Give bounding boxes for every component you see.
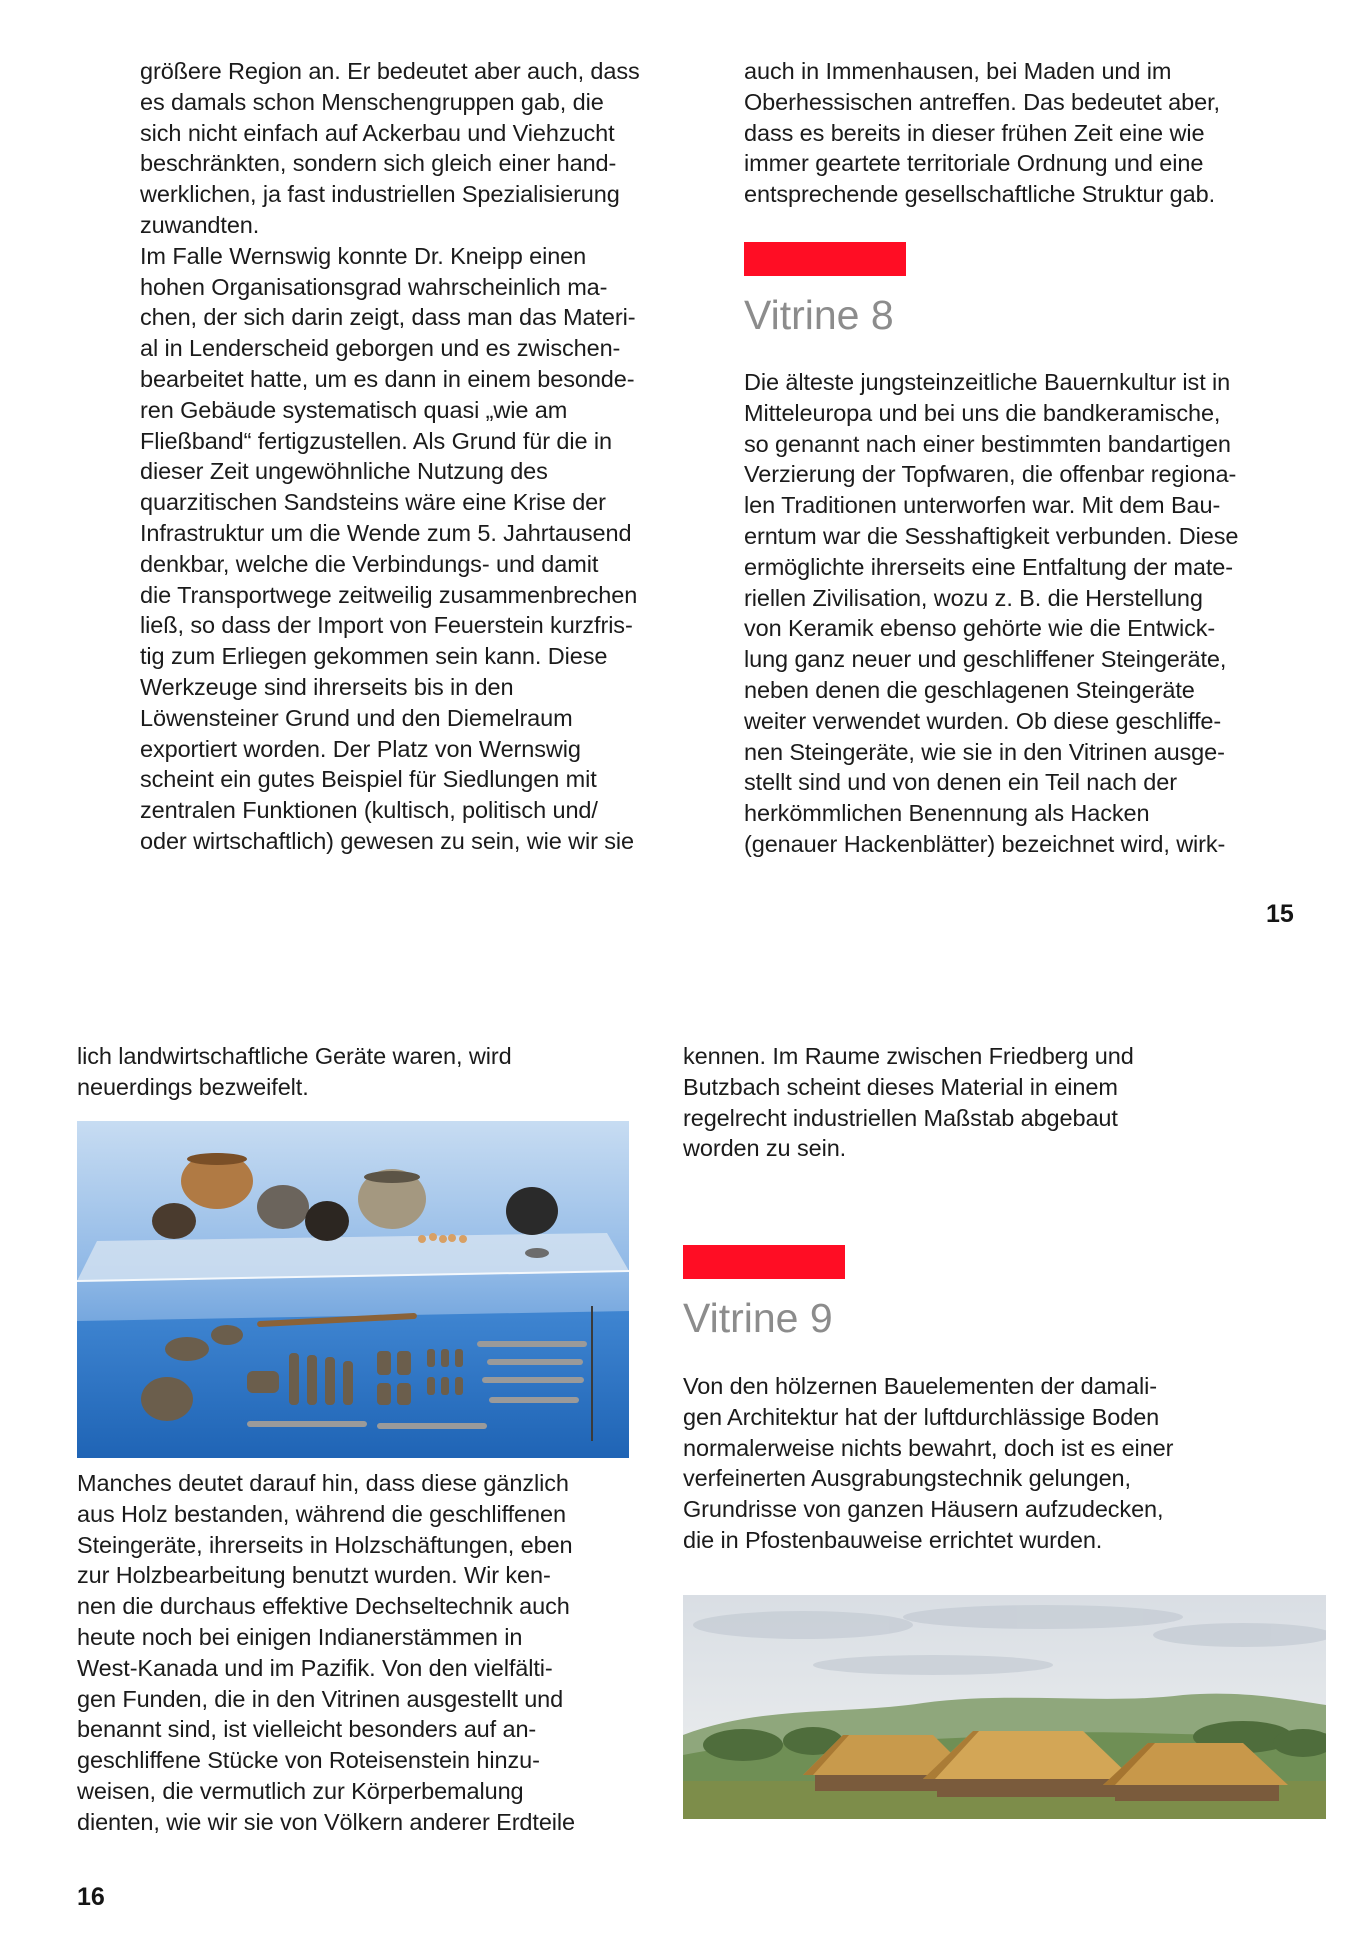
text-line: worden zu sein.	[683, 1135, 847, 1162]
text-line: Grundrisse von ganzen Häusern aufzudecken,	[683, 1496, 1164, 1523]
text-line: Manches deutet darauf hin, dass diese gänzlich	[77, 1470, 569, 1496]
text-line: len Traditionen unterworfen war. Mit dem Bau-	[744, 492, 1221, 519]
section-heading-vitrine-8: Vitrine 8	[744, 292, 894, 338]
text-line: weisen, die vermutlich zur Körperbemalung	[77, 1777, 524, 1804]
text-line: Infrastruktur um die Wende zum 5. Jahrtausend	[140, 519, 632, 546]
text-line: dieser Zeit ungewöhnliche Nutzung des	[140, 458, 548, 485]
text-line: riellen Zivilisation, wozu z. B. die Herstellung	[744, 584, 1203, 611]
text-line: (genauer Hackenblätter) bezeichnet wird, wirk-	[744, 830, 1226, 857]
text-line: Löwensteiner Grund und den Diemelraum	[140, 704, 573, 731]
text-column-right-intro	[683, 1041, 1243, 1164]
page-number: 15	[1266, 900, 1294, 928]
page-number: 16	[77, 1883, 105, 1911]
text-line: bearbeitet hatte, um es dann in einem besonde-	[140, 365, 635, 392]
text-line: Fließband“ fertigzustellen. Als Grund für die in	[140, 427, 612, 454]
text-line: verfeinerten Ausgrabungstechnik gelungen,	[683, 1465, 1131, 1492]
text-line: Werkzeuge sind ihrerseits bis in den	[140, 673, 514, 700]
section-marker-bar	[683, 1245, 845, 1279]
text-line: tig zum Erliegen gekommen sein kann. Diese	[140, 643, 608, 670]
text-line: sich nicht einfach auf Ackerbau und Viehzucht	[140, 119, 615, 146]
text-column-right-body	[744, 367, 1304, 860]
text-line: Verzierung der Topfwaren, die offenbar regiona-	[744, 461, 1237, 488]
text-line: aus Holz bestanden, während die geschliffenen	[77, 1500, 566, 1527]
text-line: größere Region an. Er bedeutet aber auch, dass	[140, 58, 640, 84]
section-heading-vitrine-9: Vitrine 9	[683, 1295, 833, 1341]
text-line: auch in Immenhausen, bei Maden und im	[744, 58, 1172, 84]
text-line: Steingeräte, ihrerseits in Holzschäftungen, eben	[77, 1531, 573, 1558]
text-line: weiter verwendet wurden. Ob diese geschliffe-	[744, 707, 1222, 734]
text-line: beschränkten, sondern sich gleich einer hand-	[140, 150, 617, 177]
text-line: Butzbach scheint dieses Material in einem	[683, 1073, 1118, 1100]
text-line: ren Gebäude systematisch quasi „wie am	[140, 396, 568, 423]
village-painting	[683, 1595, 1326, 1819]
text-line: neuerdings bezweifelt.	[77, 1073, 309, 1100]
text-line: al in Lenderscheid geborgen und es zwischen-	[140, 335, 621, 362]
text-line: regelrecht industriellen Maßstab abgebaut	[683, 1104, 1118, 1131]
text-line: zentralen Funktionen (kultisch, politisch und/	[140, 797, 598, 824]
text-line: hohen Organisationsgrad wahrscheinlich ma-	[140, 273, 608, 300]
text-line: exportiert worden. Der Platz von Wernswig	[140, 735, 581, 762]
text-line: kennen. Im Raume zwischen Friedberg und	[683, 1043, 1134, 1069]
text-line: es damals schon Menschengruppen gab, die	[140, 88, 604, 115]
text-line: stellt sind und von denen ein Teil nach der	[744, 769, 1177, 796]
text-line: chen, der sich darin zeigt, dass man das Materi-	[140, 304, 636, 331]
text-line: ermöglichte ihrerseits eine Entfaltung der mate-	[744, 553, 1233, 580]
village-painting-graphic	[683, 1595, 1326, 1819]
text-line: Mitteleuropa und bei uns die bandkeramische,	[744, 399, 1221, 426]
text-line: entsprechende gesellschaftliche Struktur gab.	[744, 181, 1216, 208]
text-line: quarzitischen Sandsteins wäre eine Krise der	[140, 489, 606, 516]
text-line: lich landwirtschaftliche Geräte waren, wird	[77, 1043, 512, 1069]
text-line: so genannt nach einer bestimmten bandartigen	[744, 430, 1231, 457]
page-16	[0, 973, 1366, 1946]
text-line: zur Holzbearbeitung benutzt wurden. Wir ken-	[77, 1562, 551, 1589]
text-column-left-body	[77, 1468, 637, 1838]
text-line: nen die durchaus effektive Dechseltechnik auch	[77, 1593, 570, 1620]
text-column-right-body	[683, 1371, 1243, 1556]
text-line: werklichen, ja fast industriellen Spezialisierung	[140, 181, 620, 208]
text-line: zuwandten.	[140, 211, 260, 238]
text-line: geschliffene Stücke von Roteisenstein hinzu-	[77, 1747, 540, 1774]
text-line: herkömmlichen Benennung als Hacken	[744, 800, 1150, 827]
text-line: Von den hölzernen Bauelementen der damali-	[683, 1373, 1157, 1399]
text-line: erntum war die Sesshaftigkeit verbunden. Diese	[744, 522, 1239, 549]
text-line: Im Falle Wernswig konnte Dr. Kneipp einen	[140, 242, 587, 269]
text-line: dass es bereits in dieser frühen Zeit eine wie	[744, 119, 1205, 146]
text-line: die in Pfostenbauweise errichtet wurden.	[683, 1526, 1103, 1553]
text-line: ließ, so dass der Import von Feuerstein kurzfris-	[140, 612, 633, 639]
text-line: dienten, wie wir sie von Völkern anderer Erdteile	[77, 1808, 575, 1835]
vitrine-photo	[77, 1121, 629, 1458]
text-line: West-Kanada und im Pazifik. Von den vielfälti-	[77, 1654, 553, 1681]
text-line: nen Steingeräte, wie sie in den Vitrinen ausge-	[744, 738, 1225, 765]
text-line: heute noch bei einigen Indianerstämmen in	[77, 1623, 523, 1650]
section-marker-bar	[744, 242, 906, 276]
text-line: Oberhessischen antreffen. Das bedeutet aber,	[744, 88, 1220, 115]
text-column-right-intro	[744, 56, 1304, 210]
text-line: von Keramik ebenso gehörte wie die Entwick-	[744, 615, 1216, 642]
text-line: oder wirtschaftlich) gewesen zu sein, wie wir sie	[140, 827, 635, 854]
text-line: scheint ein gutes Beispiel für Siedlungen mit	[140, 766, 597, 793]
text-line: Die älteste jungsteinzeitliche Bauernkultur ist in	[744, 369, 1231, 395]
text-column-left-intro	[77, 1041, 637, 1103]
text-line: gen Funden, die in den Vitrinen ausgestellt und	[77, 1685, 564, 1712]
text-line: neben denen die geschlagenen Steingeräte	[744, 676, 1195, 703]
vitrine-photo-graphic	[77, 1121, 629, 1458]
text-line: benannt sind, ist vielleicht besonders auf an-	[77, 1716, 537, 1743]
text-line: gen Architektur hat der luftdurchlässige Boden	[683, 1403, 1160, 1430]
text-line: normalerweise nichts bewahrt, doch ist es einer	[683, 1434, 1174, 1461]
text-column-left	[140, 56, 700, 857]
text-line: denkbar, welche die Verbindungs- und damit	[140, 550, 599, 577]
text-line: die Transportwege zeitweilig zusammenbrechen	[140, 581, 638, 608]
text-line: lung ganz neuer und geschliffener Steingeräte,	[744, 646, 1227, 673]
text-line: immer geartete territoriale Ordnung und eine	[744, 150, 1204, 177]
